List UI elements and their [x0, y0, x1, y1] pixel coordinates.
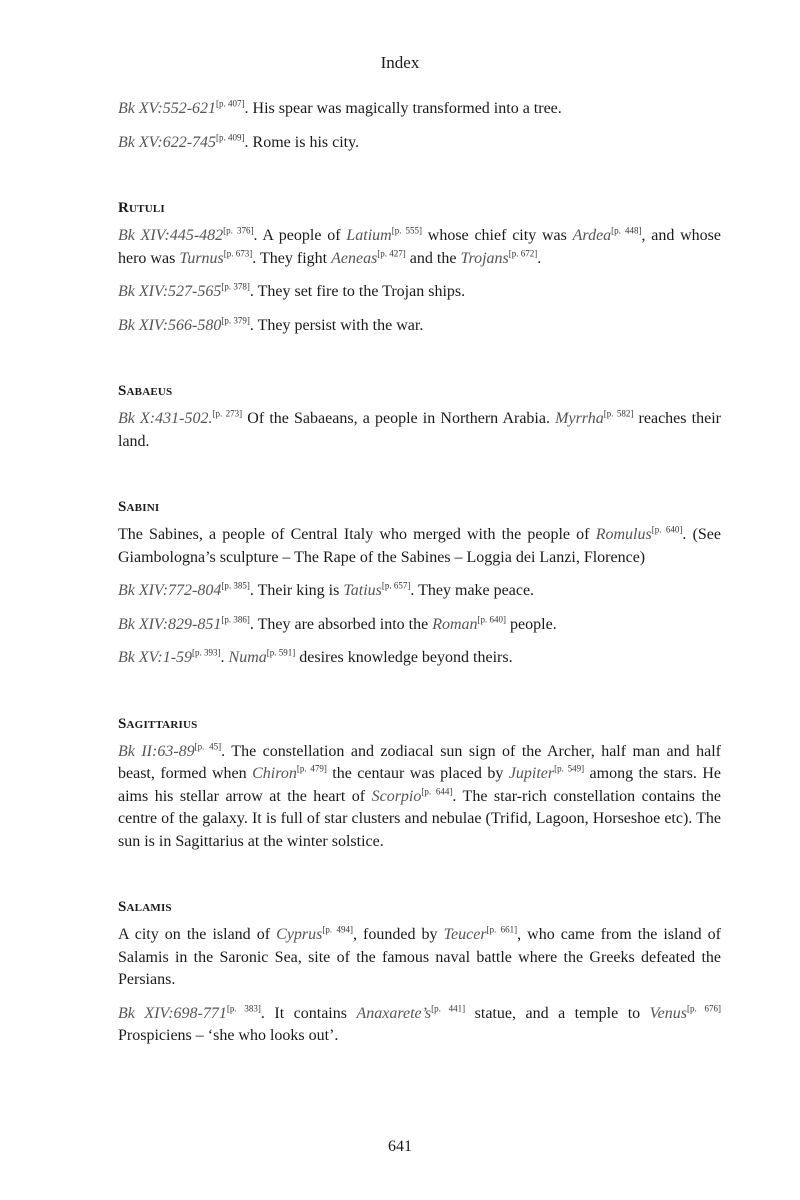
cross-reference-link[interactable]: Venus — [649, 1004, 687, 1022]
entry-paragraph — [118, 580, 721, 603]
book-reference-link[interactable]: Bk II:63-89 — [118, 742, 195, 760]
body-text: Prospiciens – ‘she who looks out’. — [118, 1027, 339, 1044]
page-reference-link[interactable]: [p. 448] — [611, 225, 642, 236]
body-text: Of the Sabaeans, a people in Northern Arabia. — [242, 410, 556, 427]
body-text: people. — [506, 615, 557, 633]
page-reference-link[interactable]: [p. 640] — [477, 614, 507, 625]
page-reference-link[interactable]: [p. 386] — [221, 614, 250, 625]
page-reference-link[interactable]: [p. 441] — [431, 1003, 466, 1014]
body-text: . — [220, 649, 229, 666]
body-text: whose chief city was — [421, 227, 573, 244]
body-text: , who came from the island of Salamis in the Saronic Sea, site of the famous naval battle where the Greeks defeated the Persians. — [118, 926, 721, 988]
page-reference-link[interactable]: [p. 657] — [381, 580, 411, 591]
page-reference-link[interactable]: [p. 379] — [221, 315, 250, 326]
cross-reference-link[interactable]: Chiron — [252, 765, 297, 782]
cross-reference-link[interactable]: Roman — [432, 615, 478, 633]
index-content — [118, 98, 721, 1059]
cross-reference-link[interactable]: Trojans — [460, 249, 509, 267]
body-text: among the stars. He aims his stellar arrow at the heart of — [118, 765, 721, 805]
body-text: . They make peace. — [410, 582, 535, 599]
body-text: A city on the island of — [118, 926, 277, 943]
body-text: . They fight — [252, 249, 332, 267]
entry-paragraph — [118, 1003, 721, 1048]
cross-reference-link[interactable]: Teucer — [443, 926, 487, 943]
cross-reference-link[interactable]: Scorpio — [371, 787, 422, 805]
body-text: . They are absorbed into the — [249, 615, 433, 633]
body-text: . — [537, 249, 542, 267]
body-text: desires knowledge beyond theirs. — [295, 649, 513, 666]
body-text: . The constellation and zodiacal sun sign of the Archer, half man and half beast, formed when — [118, 742, 721, 782]
book-reference-link[interactable]: Bk XIV:698-771 — [118, 1004, 227, 1022]
page-reference-link[interactable]: [p. 676] — [687, 1003, 721, 1014]
page-reference-link[interactable]: [p. 479] — [296, 763, 327, 774]
page-reference-link[interactable]: [p. 393] — [192, 647, 221, 658]
entry-heading: Sabaeus — [118, 383, 173, 399]
book-reference-link[interactable]: Bk XV:552-621 — [118, 100, 217, 117]
body-text: . The star-rich constellation contains the centre of the galaxy. It is full of star clusters and nebulae (Trifid, Lagoon, Horseshoe etc). The sun is in Sagittarius at the winter solstice. — [118, 787, 721, 850]
book-reference-link[interactable]: Bk XIV:772-804 — [118, 582, 222, 599]
body-text: . Their king is — [249, 582, 344, 599]
entry-heading: Sabini — [118, 499, 160, 515]
page-reference-link[interactable]: [p. 673] — [223, 248, 253, 259]
page-reference-link[interactable]: [p. 385] — [221, 580, 250, 591]
page-reference-link[interactable]: [p. 376] — [223, 225, 254, 236]
page-reference-link[interactable]: [p. 383] — [226, 1003, 261, 1014]
page-reference-link[interactable]: [p. 273] — [212, 408, 243, 419]
body-text: reaches their land. — [118, 410, 721, 450]
entry-paragraph — [118, 98, 721, 121]
body-text: , and whose hero was — [118, 227, 722, 267]
entry-paragraph — [118, 408, 721, 453]
book-reference-link[interactable]: Bk X:431-502. — [118, 410, 213, 427]
body-text: . His spear was magically transformed into a tree. — [244, 100, 562, 117]
index-entry — [118, 497, 721, 670]
entry-paragraph — [118, 924, 721, 992]
entry-paragraph — [118, 281, 721, 304]
body-text: The Sabines, a people of Central Italy who merged with the people of — [118, 526, 596, 543]
body-text: . (See Giambologna’s sculpture – The Rape of the Sabines – Loggia dei Lanzi, Florence) — [118, 526, 722, 566]
page-reference-link[interactable]: [p. 672] — [508, 248, 538, 259]
page-reference-link[interactable]: [p. 407] — [216, 98, 245, 109]
cross-reference-link[interactable]: Anaxarete’s — [356, 1004, 432, 1022]
page-reference-link[interactable]: [p. 591] — [266, 647, 296, 658]
page-number: 641 — [388, 1138, 412, 1155]
page-reference-link[interactable]: [p. 549] — [554, 763, 585, 774]
entry-paragraph — [118, 741, 721, 854]
body-text: the centaur was placed by — [326, 765, 509, 782]
cross-reference-link[interactable]: Ardea — [572, 227, 612, 244]
index-entry — [118, 714, 721, 854]
entry-heading: Rutuli — [118, 200, 165, 216]
cross-reference-link[interactable]: Jupiter — [508, 765, 555, 782]
continued-entry — [118, 98, 721, 154]
page-reference-link[interactable]: [p. 45] — [194, 741, 222, 752]
entry-paragraph — [118, 614, 721, 637]
page-reference-link[interactable]: [p. 427] — [377, 248, 406, 259]
index-entry — [118, 381, 721, 453]
body-text: . They persist with the war. — [249, 316, 424, 334]
page-reference-link[interactable]: [p. 555] — [391, 225, 422, 236]
entry-paragraph — [118, 524, 721, 569]
body-text: . Rome is his city. — [244, 133, 360, 151]
body-text: . It contains — [260, 1004, 357, 1022]
book-reference-link[interactable]: Bk XV:1-59 — [118, 649, 193, 666]
body-text: , founded by — [352, 926, 444, 943]
entry-paragraph — [118, 132, 721, 155]
cross-reference-link[interactable]: Tatius — [343, 582, 382, 599]
index-entry — [118, 897, 721, 1048]
body-text: and the — [405, 249, 461, 267]
page-reference-link[interactable]: [p. 644] — [421, 786, 453, 797]
body-text: . A people of — [253, 227, 347, 244]
book-reference-link[interactable]: Bk XIV:566-580 — [118, 316, 222, 334]
running-head: Index — [380, 53, 420, 72]
index-entry — [118, 198, 721, 337]
cross-reference-link[interactable]: Romulus — [595, 526, 652, 543]
entry-heading: Salamis — [118, 899, 172, 915]
book-reference-link[interactable]: Bk XIV:445-482 — [118, 227, 224, 244]
page-reference-link[interactable]: [p. 494] — [322, 924, 353, 935]
body-text: statue, and a temple to — [465, 1004, 650, 1022]
entry-heading: Sagittarius — [118, 715, 198, 732]
page-reference-link[interactable]: [p. 582] — [603, 408, 634, 419]
cross-reference-link[interactable]: Latium — [346, 227, 392, 244]
entry-paragraph — [118, 315, 721, 338]
cross-reference-link[interactable]: Numa — [228, 649, 267, 666]
book-reference-link[interactable]: Bk XV:622-745 — [118, 133, 217, 151]
page-reference-link[interactable]: [p. 378] — [221, 281, 250, 292]
entry-paragraph — [118, 647, 721, 670]
book-reference-link[interactable]: Bk XIV:829-851 — [118, 615, 222, 633]
page-reference-link[interactable]: [p. 640] — [651, 524, 683, 535]
cross-reference-link[interactable]: Aeneas — [331, 249, 378, 267]
cross-reference-link[interactable]: Myrrha — [555, 410, 604, 427]
book-reference-link[interactable]: Bk XIV:527-565 — [118, 283, 222, 300]
body-text: . They set fire to the Trojan ships. — [249, 283, 466, 300]
page-reference-link[interactable]: [p. 409] — [216, 132, 245, 143]
entry-paragraph — [118, 225, 721, 270]
cross-reference-link[interactable]: Cyprus — [276, 926, 323, 943]
index-entries — [118, 198, 721, 1048]
page-reference-link[interactable]: [p. 661] — [486, 924, 518, 935]
cross-reference-link[interactable]: Turnus — [179, 249, 224, 267]
